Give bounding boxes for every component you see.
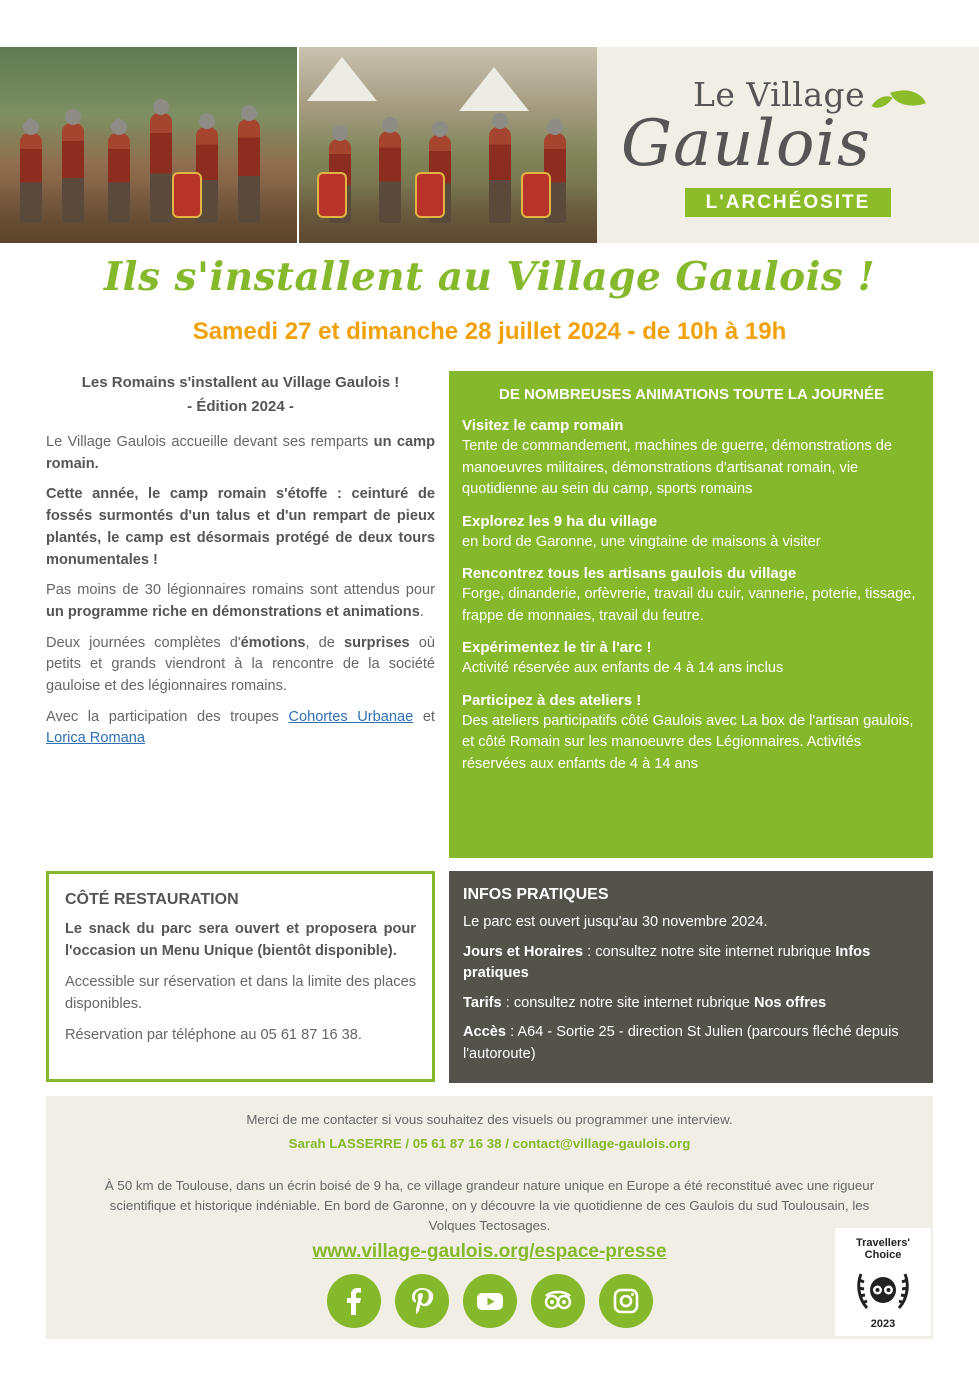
leaf-icon: [890, 83, 926, 114]
animation-item-title: Rencontrez tous les artisans gaulois du village: [462, 565, 797, 582]
tripadvisor-icon[interactable]: [531, 1274, 585, 1328]
badge-line1: Travellers': [856, 1237, 910, 1249]
infos-paragraph-4: Accès : A64 - Sortie 25 - direction St Julien (parcours fléché depuis l'autoroute): [463, 1024, 899, 1062]
logo-line1: Le Village: [693, 75, 866, 114]
animations-title: DE NOMBREUSES ANIMATIONS TOUTE LA JOURNÉE: [498, 386, 885, 403]
badge-year: 2023: [870, 1318, 896, 1330]
animation-item-text: Activité réservée aux enfants de 4 à 14 ans inclus: [462, 660, 784, 676]
restauration-box: [46, 871, 435, 1082]
animation-item-text: Tente de commandement, machines de guerre, démonstrations de manoeuvres militaires, démonstrations d'artisanat romain, vie quotidienne au sein du camp, sports romains: [462, 438, 892, 497]
infos-paragraph-1: Le parc est ouvert jusqu'au 30 novembre 2024.: [463, 914, 768, 930]
facebook-icon[interactable]: [327, 1274, 381, 1328]
infos-title: INFOS PRATIQUES: [463, 886, 609, 903]
animation-item: [462, 415, 921, 501]
animation-item: [462, 637, 921, 680]
badge-line2: Choice: [864, 1249, 902, 1261]
photo-roman-march: [0, 47, 297, 243]
infos-paragraph-3: Tarifs : consultez notre site internet rubrique Nos offres: [463, 994, 827, 1011]
link-lorica-romana[interactable]: Lorica Romana: [46, 730, 145, 747]
infos-paragraph-2: Jours et Horaires : consultez notre site internet rubrique Infos pratiques: [463, 943, 871, 981]
press-link[interactable]: www.village-gaulois.org/espace-presse: [312, 1241, 667, 1262]
footer: [46, 1096, 933, 1339]
intro-paragraph-4: Deux journées complètes d'émotions, de surprises où petits et grands viendront à la rencontre de la société gauloise et des légionnaires romains.: [46, 634, 435, 695]
youtube-icon[interactable]: [463, 1274, 517, 1328]
intro-paragraph-2: Cette année, le camp romain s'étoffe : ceinturé de fossés surmontés d'un talus et d'un rempart de pieux plantés, le camp est désormais protégé de deux tours monumentales !: [46, 486, 435, 568]
instagram-icon[interactable]: [599, 1274, 653, 1328]
village-description: À 50 km de Toulouse, dans un écrin boisé de 9 ha, ce village grandeur nature unique en Europe a été reconstitué avec une rigueur scientifique et historique indéniable. En bord de Garonne, on y découvre la vie quotidienne de ces Gaulois du sud Toulousain, les Volques Tectosages.: [104, 1178, 875, 1233]
restauration-paragraph-3: Réservation par téléphone au 05 61 87 16 38.: [65, 1027, 362, 1043]
restauration-paragraph-2: Accessible sur réservation et dans la limite des places disponibles.: [65, 974, 416, 1012]
intro-column: [46, 372, 435, 750]
logo-tagline: L'ARCHÉOSITE: [685, 188, 891, 217]
logo-line2: Gaulois: [621, 107, 871, 181]
social-links: [327, 1274, 653, 1328]
infos-box: [449, 871, 933, 1083]
animation-item-title: Participez à des ateliers !: [462, 691, 642, 709]
link-cohortes-urbanae[interactable]: Cohortes Urbanae: [288, 708, 414, 725]
intro-paragraph-1: Le Village Gaulois accueille devant ses remparts un camp romain.: [46, 434, 435, 472]
animation-item: [462, 511, 921, 554]
animation-item-title: Explorez les 9 ha du village: [462, 512, 658, 530]
animation-item-title: Expérimentez le tir à l'arc !: [462, 639, 652, 656]
contact-info: Sarah LASSERRE / 05 61 87 16 38 / contact@village-gaulois.org: [288, 1136, 691, 1151]
intro-heading: Les Romains s'installent au Village Gaulois !: [81, 374, 400, 391]
owl-laurel-icon: [853, 1266, 913, 1318]
header: [0, 47, 979, 243]
animation-item-text: Des ateliers participatifs côté Gaulois avec La box de l'artisan gaulois, et côté Romain sur les manoeuvre des Légionnaires. Activités réservées aux enfants de 4 à 14 ans: [462, 712, 914, 772]
intro-paragraph-5: Avec la participation des troupes Cohortes Urbanae et Lorica Romana: [46, 708, 435, 747]
animation-item: [462, 690, 921, 776]
contact-request: Merci de me contacter si vous souhaitez des visuels ou programmer une interview.: [246, 1112, 733, 1127]
animation-item-text: en bord de Garonne, une vingtaine de maisons à visiter: [462, 533, 821, 550]
intro-paragraph-3: Pas moins de 30 légionnaires romains sont attendus pour un programme riche en démonstrations et animations.: [46, 582, 435, 620]
animations-panel: [449, 371, 933, 858]
photo-roman-camp: [299, 47, 597, 243]
logo: [597, 47, 979, 243]
animation-item-text: Forge, dinanderie, orfèvrerie, travail du cuir, vannerie, poterie, tissage, frappe de monnaies, travail du feutre.: [462, 586, 916, 624]
pinterest-icon[interactable]: [395, 1274, 449, 1328]
page-title: Ils s'installent au Village Gaulois !: [103, 254, 876, 300]
edition-label: - Édition 2024 -: [187, 398, 294, 415]
animation-item-title: Visitez le camp romain: [462, 417, 624, 434]
restauration-title: CÔTÉ RESTAURATION: [65, 891, 239, 908]
leaf-small-icon: [871, 91, 892, 114]
travellers-choice-badge: [835, 1228, 931, 1336]
event-dates: Samedi 27 et dimanche 28 juillet 2024 - de 10h à 19h: [192, 318, 787, 345]
restauration-paragraph-1: Le snack du parc sera ouvert et proposera pour l'occasion un Menu Unique (bientôt disponible).: [65, 921, 416, 959]
animation-item: [462, 563, 921, 627]
